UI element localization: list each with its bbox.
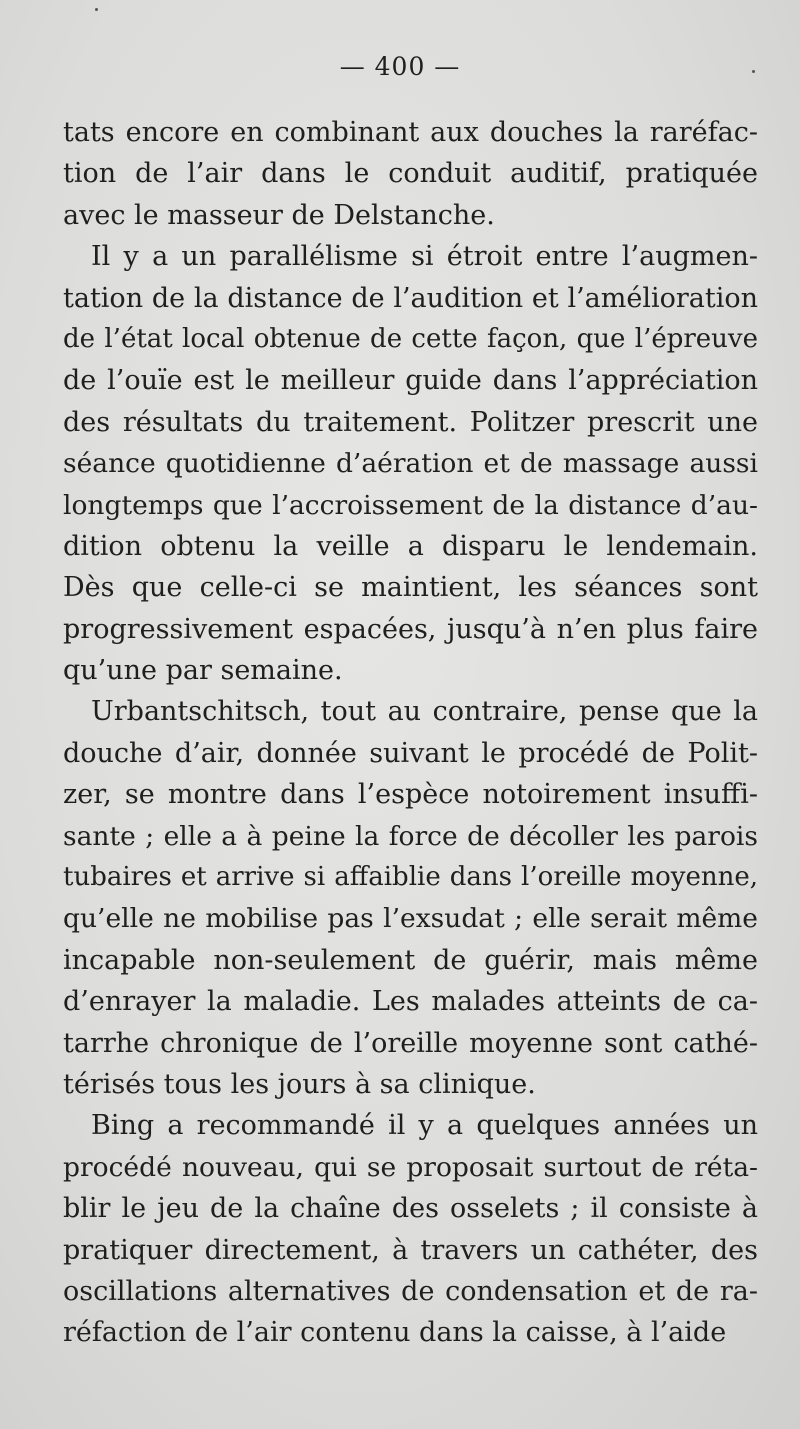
text-line: zer, se montre dans l’espèce notoirement insuffi- <box>63 779 758 811</box>
text-line: Dès que celle-ci se maintient, les séances sont <box>63 572 758 604</box>
text-line: Bing a recommandé il y a quelques années un <box>91 1110 758 1142</box>
text-line: tats encore en combinant aux douches la raréfac- <box>63 117 758 148</box>
text-line: réfaction de l’air contenu dans la caisse, à l’aide <box>63 1317 727 1349</box>
text-line: longtemps que l’accroissement de la distance d’au- <box>63 489 758 521</box>
text-line: d’enrayer la maladie. Les malades atteints de ca- <box>63 986 758 1018</box>
text-line: dition obtenu la veille a disparu le lendemain. <box>63 530 758 562</box>
text-line: Il y a un parallélisme si étroit entre l’augmen- <box>91 241 758 273</box>
paragraph <box>63 236 758 691</box>
text-line: térisés tous les jours à sa clinique. <box>63 1068 536 1100</box>
print-speck <box>95 8 98 11</box>
text-line: sante ; elle a à peine la force de décoller les parois <box>63 820 758 852</box>
text-line: qu’elle ne mobilise pas l’exsudat ; elle serait même <box>63 903 758 935</box>
text-line: de l’état local obtenue de cette façon, que l’épreuve <box>63 323 758 354</box>
text-line: incapable non-seulement de guérir, mais même <box>63 944 758 976</box>
text-line: progressivement espacées, jusqu’à n’en plus faire <box>63 613 758 645</box>
text-line: de l’ouïe est le meilleur guide dans l’appréciation <box>63 365 758 397</box>
text-line: douche d’air, donnée suivant le procédé de Polit- <box>63 737 758 769</box>
paragraph <box>63 112 758 236</box>
text-line: séance quotidienne d’aération et de massage aussi <box>63 448 758 480</box>
text-line: oscillations alternatives de condensation et de ra- <box>63 1275 758 1307</box>
text-line: tation de la distance de l’audition et l’amélioration <box>63 282 758 314</box>
text-line: avec le masseur de Delstanche. <box>63 199 495 231</box>
text-line: des résultats du traitement. Politzer prescrit une <box>63 406 758 438</box>
text-line: tion de l’air dans le conduit auditif, pratiquée <box>63 158 758 190</box>
body-text <box>63 112 758 1354</box>
page-number: — 400 — <box>339 52 461 81</box>
text-line: blir le jeu de la chaîne des osselets ; il consiste à <box>63 1193 758 1225</box>
text-line: tarrhe chronique de l’oreille moyenne sont cathé- <box>63 1027 758 1059</box>
paragraph <box>63 1105 758 1353</box>
text-line: procédé nouveau, qui se proposait surtout de réta- <box>63 1151 758 1183</box>
text-line: pratiquer directement, à travers un cathéter, des <box>63 1234 758 1266</box>
text-line: Urbantschitsch, tout au contraire, pense que la <box>91 696 758 728</box>
paragraph <box>63 691 758 1105</box>
text-line: qu’une par semaine. <box>63 655 343 687</box>
text-line: tubaires et arrive si affaiblie dans l’oreille moyenne, <box>63 862 758 893</box>
